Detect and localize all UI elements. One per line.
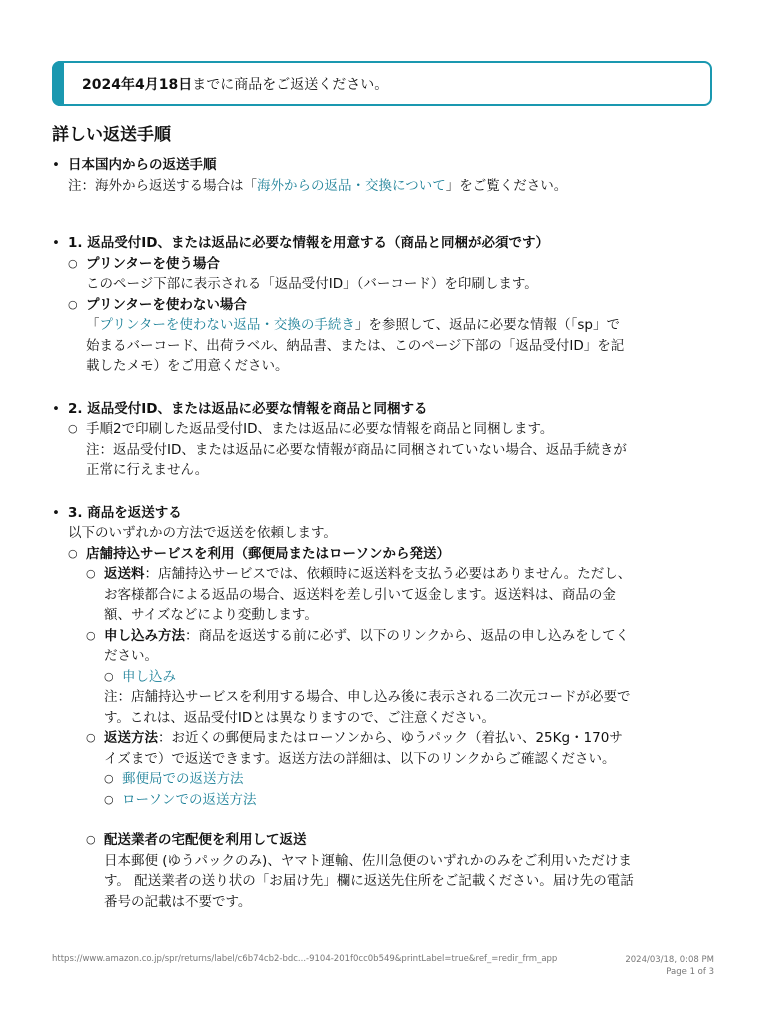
domestic-item [52, 155, 724, 196]
circle-bullet-icon: ○ [104, 772, 114, 785]
method-line2: イズまで）で返送できます。返送方法の詳細は、以下のリンクからご確認ください。 [104, 750, 616, 767]
method-line1: 返送方法：お近くの郵便局またはローソンから、ゆうパック（着払い、25Kg・170サ [104, 730, 623, 746]
apply-link[interactable]: 申し込み [122, 668, 176, 685]
apply-line1: 申し込み方法：商品を返送する前に必ず、以下のリンクから、返品の申し込みをしてく [104, 627, 630, 644]
carrier-line1: 日本郵便 (ゆうパックのみ)、ヤマト運輸、佐川急便のいずれかのみをご利用いただけま [104, 852, 632, 869]
circle-bullet-icon: ○ [68, 422, 78, 435]
circle-bullet-icon: ○ [68, 546, 78, 560]
store-title: 店舗持込サービスを利用（郵便局またはローソンから発送） [86, 545, 450, 562]
fee-line1: 返送料：店舗持込サービスでは、依頼時に返送料を支払う必要はありません。ただし、 [104, 566, 632, 582]
noprinter-title: プリンターを使わない場合 [86, 296, 247, 313]
post-link-item [104, 769, 724, 790]
noprinter-text-line3: 載したメモ）をご用意ください。 [86, 358, 289, 374]
apply-link-item [104, 667, 724, 688]
domestic-note: 注：海外から返送する場合は「海外からの返品・交換について」をご覧ください。 [68, 177, 568, 194]
step2-title: 2. 返品受付ID、または返品に必要な情報を商品と同梱する [68, 400, 428, 417]
section-title: 詳しい返送手順 [52, 125, 171, 145]
noprinter-text-line2: 始まるバーコード、出荷ラベル、納品書、または、このページ下部の「返品受付ID」を記 [86, 337, 625, 354]
circle-bullet-icon: ○ [86, 567, 96, 580]
store-subitem [68, 544, 724, 831]
carrier-line3: 番号の記載は不要です。 [104, 893, 252, 910]
deadline-date: 2024年4月18日 [82, 76, 193, 93]
circle-bullet-icon: ○ [104, 669, 114, 683]
step3-item [52, 503, 724, 913]
circle-bullet-icon: ○ [104, 792, 114, 806]
footer-url: https://www.amazon.co.jp/spr/returns/label/c6b74cb2-bdc...-9104-201f0cc0b549&printLabel=true&ref_=redir_frm_app [52, 954, 558, 964]
method-subitem [86, 728, 724, 810]
apply-subitem [86, 626, 724, 729]
return-steps [52, 155, 724, 912]
return-deadline-notice [52, 61, 712, 106]
printer-text: このページ下部に表示される「返品受付ID」（バーコード）を印刷します。 [86, 276, 538, 292]
fee-subitem [86, 564, 724, 626]
printer-subitem [68, 254, 724, 295]
apply-line2: ださい。 [104, 648, 158, 664]
domestic-title: 日本国内からの返送手順 [68, 157, 217, 173]
apply-note2: す。これは、返品受付IDとは異なりますので、ご注意ください。 [104, 709, 496, 726]
step2-item [52, 399, 724, 481]
carrier-subitem [86, 830, 724, 912]
step2-subitem [68, 419, 724, 481]
circle-bullet-icon: ○ [86, 833, 96, 846]
fee-line3: 額、サイズなどにより変動します。 [104, 607, 318, 623]
bullet-icon: • [52, 504, 60, 521]
lawson-link-item [104, 790, 724, 811]
step3-title: 3. 商品を返送する [68, 504, 182, 521]
noprinter-text: 「プリンターを使わない返品・交換の手続き」を参照して、返品に必要な情報（「sp」で [86, 317, 621, 333]
step3-intro: 以下のいずれかの方法で返送を依頼します。 [68, 525, 337, 541]
overseas-return-link[interactable]: 海外からの返品・交換について [257, 177, 446, 194]
apply-note1: 注：店舗持込サービスを利用する場合、申し込み後に表示される二次元コードが必要で [104, 689, 631, 705]
footer-datetime: 2024/03/18, 0:08 PM [625, 955, 714, 965]
footer-meta [625, 954, 714, 978]
fee-line2: お客様都合による返品の場合、返送料を差し引いて返金します。返送料は、商品の金 [104, 586, 616, 603]
circle-bullet-icon: ○ [86, 628, 96, 642]
noprinter-procedure-link[interactable]: プリンターを使わない返品・交換の手続き [99, 317, 355, 333]
step2-text: 手順2で印刷した返品受付ID、または返品に必要な情報を商品と同梱します。 [86, 421, 554, 437]
printer-title: プリンターを使う場合 [86, 255, 220, 272]
circle-bullet-icon: ○ [68, 297, 78, 311]
circle-bullet-icon: ○ [68, 256, 78, 270]
noprinter-subitem [68, 295, 724, 377]
carrier-title: 配送業者の宅配便を利用して返送 [104, 832, 307, 848]
post-office-return-link[interactable]: 郵便局での返送方法 [122, 771, 244, 787]
step2-note-line1: 注：返品受付ID、または返品に必要な情報が商品に同梱されていない場合、返品手続きが [86, 441, 627, 458]
deadline-text: までに商品をご返送ください。 [192, 76, 389, 93]
step2-note-line2: 正常に行えません。 [86, 462, 209, 478]
step1-item [52, 233, 724, 377]
footer-page-number: Page 1 of 3 [666, 967, 714, 977]
bullet-icon: • [52, 157, 60, 173]
bullet-icon: • [52, 400, 60, 417]
step1-title: 1. 返品受付ID、または返品に必要な情報を用意する（商品と同梱が必須です） [68, 235, 549, 251]
carrier-line2: す。 配送業者の送り状の「お届け先」欄に返送先住所をご記載ください。届け先の電話 [104, 873, 634, 889]
bullet-icon: • [52, 235, 60, 251]
circle-bullet-icon: ○ [86, 731, 96, 744]
lawson-return-link[interactable]: ローソンでの返送方法 [122, 791, 257, 808]
